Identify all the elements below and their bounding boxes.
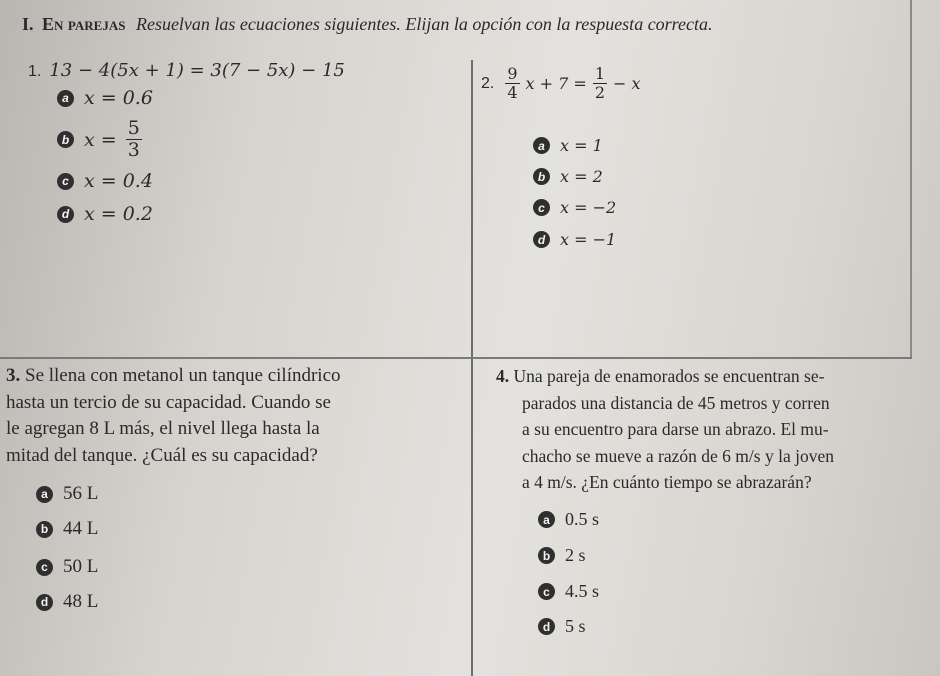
q4-line-4: chacho se mueve a razón de 6 m/s y la joven: [522, 445, 834, 466]
q3-number: 3.: [6, 365, 21, 386]
q3-line-2: hasta un tercio de su capacidad. Cuando se: [6, 391, 331, 413]
q4-statement: [496, 363, 910, 496]
option-text: 2 s: [565, 545, 586, 565]
fraction-denominator: 3: [127, 138, 140, 161]
q3-statement: [6, 363, 462, 469]
q1-option-a[interactable]: [57, 87, 153, 109]
option-badge: c: [36, 559, 53, 576]
q3-line-3: le agregan 8 L más, el nivel llega hasta la: [6, 418, 320, 439]
fraction-numerator: 5: [127, 117, 140, 139]
q2-option-a[interactable]: [533, 136, 603, 155]
instruction-text: Resuelvan las ecuaciones siguientes. Elijan la opción con la respuesta correcta.: [135, 14, 713, 34]
q4-line-2: parados una distancia de 45 metros y corren: [522, 392, 830, 413]
right-border: [910, 0, 912, 357]
q3-option-a[interactable]: [36, 483, 98, 505]
option-badge: b: [57, 131, 74, 148]
column-divider: [471, 60, 473, 676]
option-badge: d: [36, 594, 53, 611]
q2-option-b[interactable]: [533, 167, 603, 186]
option-badge: b: [36, 521, 53, 538]
q4-line-1: Una pareja de enamorados se encuentran se-: [513, 366, 825, 386]
option-text: 4.5 s: [565, 581, 600, 601]
q4-line-5: a 4 m/s. ¿En cuánto tiempo se abrazarán?: [522, 472, 812, 492]
option-text: 48 L: [63, 591, 99, 612]
q4-option-c[interactable]: [538, 581, 599, 602]
q1-option-b[interactable]: [57, 119, 145, 161]
q4-option-d[interactable]: [538, 616, 586, 637]
q3-option-b[interactable]: [36, 518, 98, 540]
option-badge: d: [533, 231, 550, 248]
option-badge: c: [538, 583, 555, 600]
option-badge: a: [36, 486, 53, 503]
option-text: 5 s: [565, 616, 586, 636]
option-badge: a: [538, 511, 555, 528]
option-text: 0.5 s: [565, 509, 600, 529]
option-badge: c: [57, 173, 74, 190]
option-text: x = 0.6: [84, 87, 153, 109]
option-text: 44 L: [63, 518, 99, 539]
q2-tail: − x: [613, 74, 641, 94]
option-text: x = −2: [560, 198, 617, 217]
q2-option-c[interactable]: [533, 198, 616, 217]
fraction: [505, 66, 519, 101]
option-badge: c: [533, 199, 550, 216]
option-text: x = 0.4: [84, 170, 153, 192]
q4-option-a[interactable]: [538, 509, 599, 530]
q3-option-d[interactable]: [36, 591, 98, 613]
q4-number: 4.: [496, 366, 510, 386]
q4-option-b[interactable]: [538, 545, 586, 566]
option-prefix: x =: [84, 128, 123, 151]
q1-equation: [28, 60, 345, 81]
fraction-denominator: 4: [507, 82, 518, 102]
option-text: x = 1: [560, 136, 603, 155]
q2-number: 2.: [481, 74, 495, 92]
section-number: I.: [22, 14, 34, 34]
section-lead: En parejas: [42, 14, 126, 34]
option-badge: d: [538, 618, 555, 635]
fraction: [593, 66, 607, 101]
q3-line-4: mitad del tanque. ¿Cuál es su capacidad?: [6, 444, 318, 466]
fraction: [126, 119, 142, 161]
q2-option-d[interactable]: [533, 230, 616, 249]
q3-option-c[interactable]: [36, 556, 98, 578]
option-badge: d: [57, 206, 74, 223]
q4-line-3: a su encuentro para darse un abrazo. El mu-: [522, 419, 829, 439]
activity-header: [22, 14, 713, 35]
q1-option-c[interactable]: [57, 170, 153, 192]
q1-equation-text: 13 − 4(5x + 1) = 3(7 − 5x) − 15: [49, 60, 345, 81]
option-badge: a: [57, 90, 74, 107]
option-text: x = −1: [560, 230, 617, 249]
option-badge: b: [533, 168, 550, 185]
q2-middle: x + 7 =: [525, 74, 587, 94]
fraction-numerator: 9: [507, 64, 518, 83]
option-text: x = 2: [560, 167, 603, 186]
option-text: x = 0.2: [84, 203, 153, 225]
q1-number: 1.: [28, 63, 42, 80]
q1-option-d[interactable]: [57, 203, 153, 225]
option-badge: a: [533, 137, 550, 154]
row-divider: [0, 357, 912, 359]
option-text: 56 L: [63, 483, 99, 504]
option-badge: b: [538, 547, 555, 564]
fraction-denominator: 2: [594, 82, 605, 102]
fraction-numerator: 1: [594, 64, 605, 83]
q3-line-1: Se llena con metanol un tanque cilíndrico: [25, 365, 341, 386]
option-text: 50 L: [63, 556, 99, 577]
q2-equation: [481, 66, 641, 101]
